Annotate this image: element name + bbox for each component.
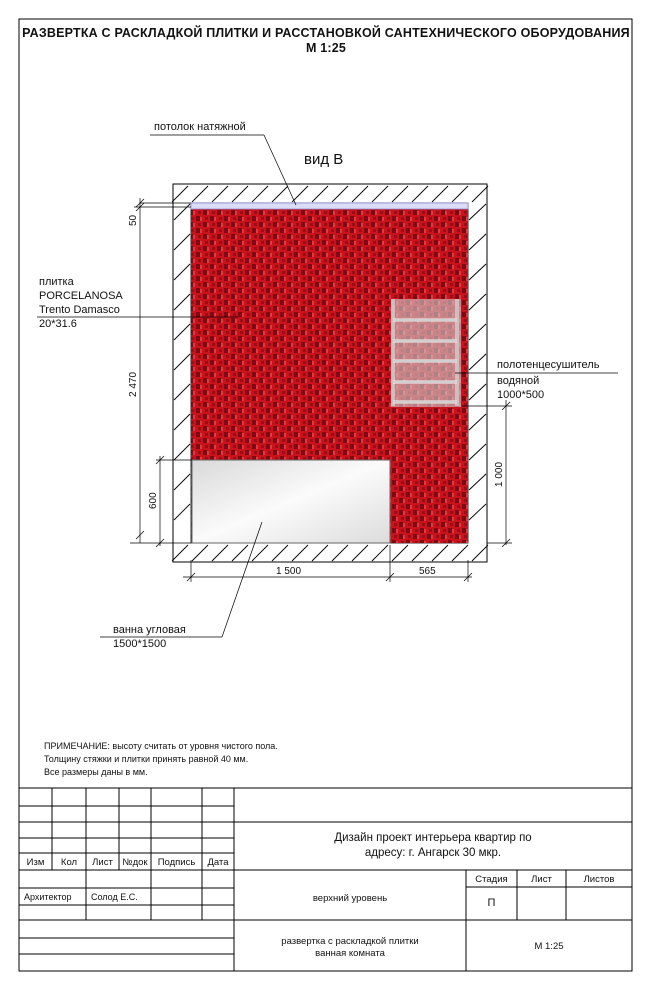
sheet-title-line-1: развертка с раскладкой плитки xyxy=(281,936,419,947)
sheet-title-line-2: ванная комната xyxy=(315,948,385,959)
dim-top-gap: 50 xyxy=(128,214,139,226)
project-title-line-2: адресу: г. Ангарск 30 мкр. xyxy=(364,847,502,859)
header-podpis: Подпись xyxy=(157,857,196,868)
dim-dryer-height: 1 000 xyxy=(494,461,505,487)
towel-dryer-label: полотенцесушитель xyxy=(497,359,600,371)
header-izm: Изм xyxy=(26,857,45,868)
header-list: Лист xyxy=(92,857,113,868)
ceiling-label: потолок натяжной xyxy=(154,121,246,133)
stage-value: П xyxy=(487,897,496,909)
tile-size: 20*31.6 xyxy=(39,318,77,330)
header-data: Дата xyxy=(207,857,229,868)
stage-header: Стадия xyxy=(475,874,508,885)
bath-label: ванна угловая xyxy=(113,624,186,636)
note-line-1: ПРИМЕЧАНИЕ: высоту считать от уровня чистого пола. xyxy=(44,741,278,751)
sheet-title: РАЗВЕРТКА С РАСКЛАДКОЙ ПЛИТКИ И РАССТАНОВКОЙ САНТЕХНИЧЕСКОГО ОБОРУДОВАНИЯ xyxy=(22,26,630,40)
header-kol: Кол xyxy=(60,857,78,868)
role-label: Архитектор xyxy=(24,892,72,902)
bath-size: 1500*1500 xyxy=(113,638,167,650)
view-label: вид В xyxy=(304,151,344,168)
towel-dryer-type: водяной xyxy=(497,375,540,387)
stretch-ceiling xyxy=(191,203,468,209)
sheets-header: Листов xyxy=(583,874,615,885)
towel-dryer xyxy=(391,299,461,407)
header-ndok: №док xyxy=(122,857,148,868)
person-name: Солод Е.С. xyxy=(91,892,138,902)
scale-value: М 1:25 xyxy=(534,941,564,952)
dim-bath-width: 1 500 xyxy=(276,566,302,577)
note-line-2: Толщину стяжки и плитки принять равной 40 мм. xyxy=(44,754,249,764)
sheet-header: Лист xyxy=(531,874,552,885)
tile-label: плитка xyxy=(39,276,74,288)
note-line-3: Все размеры даны в мм. xyxy=(44,767,148,777)
sheet-scale: М 1:25 xyxy=(305,41,347,55)
towel-dryer-size: 1000*500 xyxy=(497,389,545,401)
project-title-line-1: Дизайн проект интерьера квартир по xyxy=(334,832,532,844)
tile-brand: PORCELANOSA xyxy=(39,290,123,302)
dim-height: 2 470 xyxy=(128,371,139,397)
tile-collection: Trento Damasco xyxy=(39,304,120,316)
dim-bath-height: 600 xyxy=(148,492,159,509)
corner-bath xyxy=(192,460,390,543)
section-label: верхний уровень xyxy=(312,893,388,904)
dim-right-width: 565 xyxy=(419,566,436,577)
